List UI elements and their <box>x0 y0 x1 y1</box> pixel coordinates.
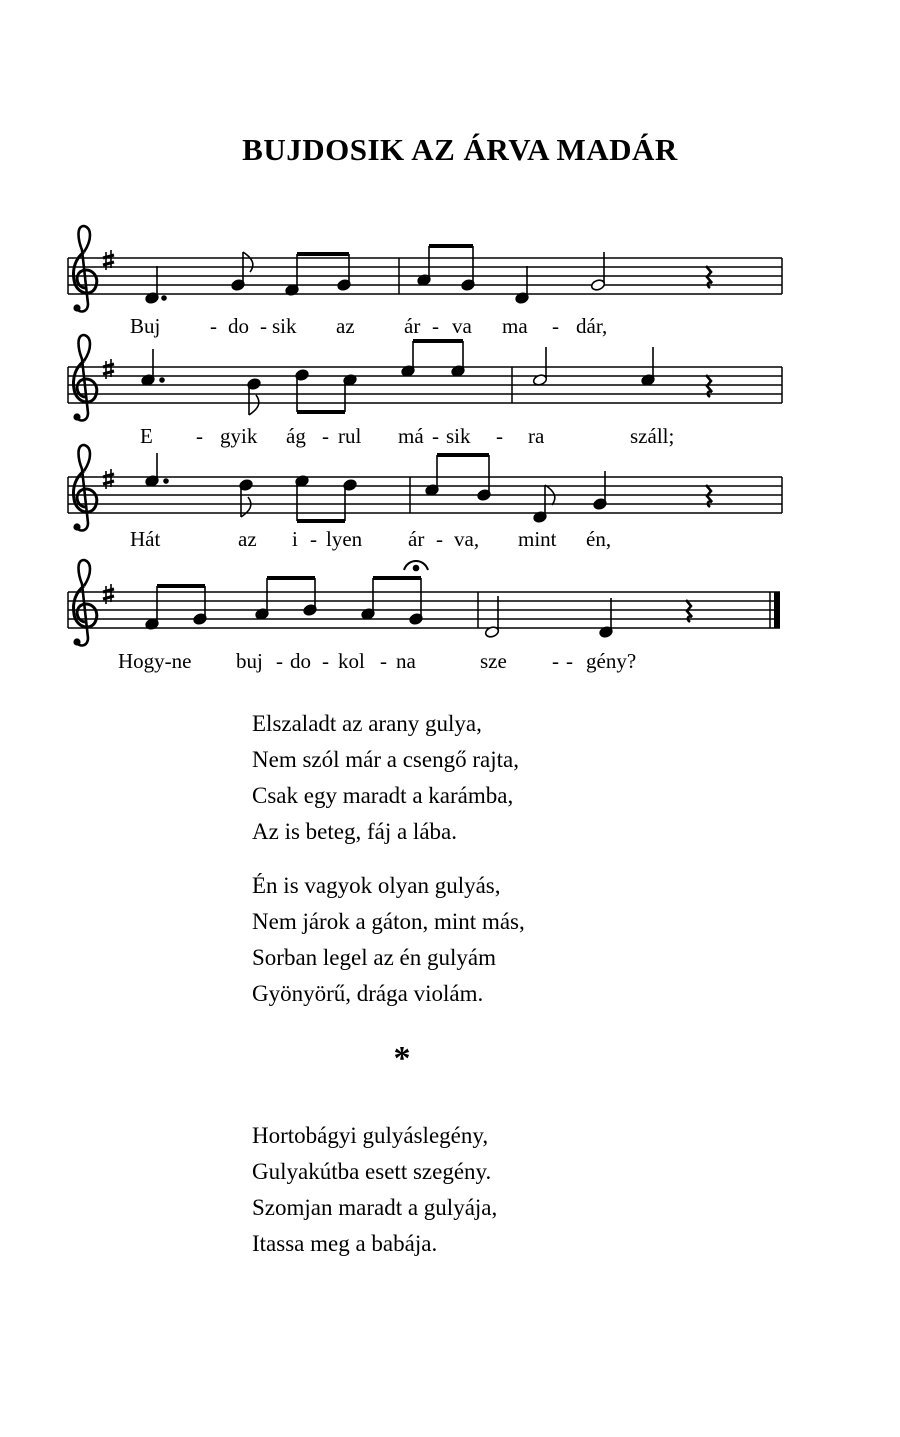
lyric-syllable: mint <box>518 527 557 551</box>
lyric-syllable: Hogy-ne <box>118 649 192 673</box>
final-barline <box>774 592 780 628</box>
verse-line: Nem járok a gáton, mint más, <box>252 909 525 934</box>
staff-1 <box>68 226 782 312</box>
verse-line: Szomjan maradt a gulyája, <box>252 1195 498 1220</box>
lyric-syllable: má <box>398 424 424 448</box>
staff-4 <box>68 560 780 646</box>
verse-line: Gyönyörű, drága violám. <box>252 981 484 1006</box>
lyric-syllable: - <box>260 314 267 338</box>
lyric-syllable: buj <box>236 649 263 673</box>
lyric-syllable: - <box>196 424 203 448</box>
verse-1 <box>252 706 519 850</box>
lyric-syllable: do <box>290 649 311 673</box>
lyric-syllable: ág <box>286 424 306 448</box>
separator-asterisk: * <box>393 1040 411 1077</box>
lyric-syllable: lyen <box>326 527 363 551</box>
verse-line: Gulyakútba esett szegény. <box>252 1159 492 1184</box>
lyric-syllable: sik <box>446 424 471 448</box>
verse-line: Sorban legel az én gulyám <box>252 945 496 970</box>
lyric-syllable: va, <box>454 527 480 551</box>
lyric-syllable: kol <box>338 649 365 673</box>
lyric-syllable: - <box>436 527 443 551</box>
verse-line: Csak egy maradt a karámba, <box>252 783 514 808</box>
lyric-syllable: na <box>396 649 416 673</box>
lyric-syllable: az <box>238 527 257 551</box>
lyric-syllable: - <box>276 649 283 673</box>
lyric-syllable: az <box>336 314 355 338</box>
lyric-syllable: - <box>496 424 503 448</box>
lyric-syllable: E <box>140 424 153 448</box>
song-title: BUJDOSIK AZ ÁRVA MADÁR <box>242 132 678 167</box>
lyric-syllable: gyik <box>220 424 258 448</box>
lyric-syllable: - <box>432 424 439 448</box>
verse-2 <box>252 868 525 1012</box>
verse-line: Itassa meg a babája. <box>252 1231 438 1256</box>
lyric-syllable: va <box>452 314 472 338</box>
lyric-syllable: - <box>380 649 387 673</box>
lyric-syllable: - <box>566 649 573 673</box>
lyric-syllable: sze <box>480 649 507 673</box>
lyric-syllable: ma <box>502 314 528 338</box>
staff-3 <box>68 445 782 531</box>
verse-3 <box>252 1118 497 1262</box>
lyric-syllable: dár, <box>576 314 608 338</box>
lyric-syllable: - <box>322 424 329 448</box>
lyric-syllable: - <box>210 314 217 338</box>
music-notation <box>0 0 900 700</box>
lyric-syllable: i <box>292 527 298 551</box>
lyric-syllable: - <box>432 314 439 338</box>
verse-line: Az is beteg, fáj a lába. <box>252 819 457 844</box>
lyric-syllable: Hát <box>130 527 161 551</box>
lyric-syllable: do <box>228 314 249 338</box>
verse-line: Elszaladt az arany gulya, <box>252 711 482 736</box>
lyric-syllable: sik <box>272 314 297 338</box>
lyric-syllable: gény? <box>586 649 637 673</box>
staff-2 <box>68 335 782 421</box>
lyric-syllable: ra <box>528 424 545 448</box>
lyric-syllable: rul <box>338 424 362 448</box>
lyric-syllable: - <box>310 527 317 551</box>
lyric-syllable: száll; <box>630 424 675 448</box>
lyric-syllable: - <box>322 649 329 673</box>
lyric-syllable: ár <box>404 314 421 338</box>
lyric-syllable: én, <box>586 527 612 551</box>
verse-line: Hortobágyi gulyáslegény, <box>252 1123 489 1148</box>
lyric-syllable: - <box>552 314 559 338</box>
verse-line: Nem szól már a csengő rajta, <box>252 747 519 772</box>
lyric-syllable: Buj <box>130 314 161 338</box>
lyric-syllable: - <box>552 649 559 673</box>
treble-clef-icon <box>73 226 96 312</box>
lyric-syllable: ár <box>408 527 425 551</box>
verse-line: Én is vagyok olyan gulyás, <box>252 873 501 898</box>
